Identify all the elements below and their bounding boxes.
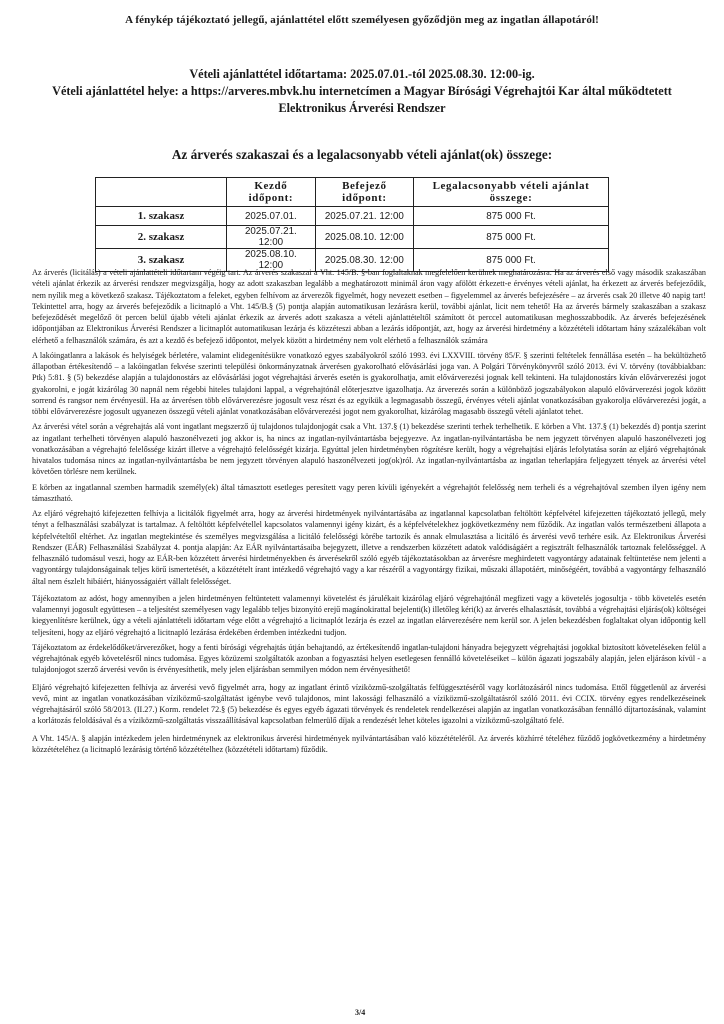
paragraph-third-party-claims: E körben az ingatlannal szemben harmadik személy(ek) által támasztott esetleges peresített vagy peren kívüli igényekért a végrehajtót felelősség nem terheli és a végrehajtóval szemben ilyen igény nem támasztható. <box>32 482 706 503</box>
stage-label: 3. szakasz <box>96 249 227 272</box>
paragraph-preemption-right: A lakóingatlanra a lakások és helyiségek bérletére, valamint elidegenítésükre vonatkozó egyes szabályokról szóló 1993. évi LXXVIII. törvény 85/F. § szerinti feltételek fennállása esetén – ha bekültözhető állapotban értékesítendő – a lakóingatlan fekvése szerinti települési önkormányzatnak árverésen gyakorolható elővásárlási joga van. A Polgári Törvénykönyvről szóló 2013. évi V. törvény (továbbiakban: Ptk) 5:81. § (5) bekezdése alapján a tulajdonostárs az elővásárlási jogot végrehajtási árverés esetén is gyakorolhatja, amit elővárverezési jognak kell tekinteni. Ha tulajdonostárs kíván elővárverezési jogot gyakorolni, e jogát kizárólag 30 napnál nem régebbi hiteles tulajdoni lappal, a végrehajtónál előterjesztve igazolhatja. Az árverezés során a különböző jogszabályokon alapuló elővárverezési jogok között sorrend és rangsor nem érvényesül. Ha az árverésen több elővárverezésre jogosult vesz részt és az egyikük a legmagasabb összegű, érvényes vételi ajánlat vonatkozásában gyakorolja elővárverezési jogát, a többi elővárverezésre jogosult ugyanezen összegű vételi ajánlat vonatkozásában elővárverezési jogot nem gyakorolhat, kizárólag magasabb összegű vételi ajánlatot tehet. <box>32 350 706 416</box>
stage-start: 2025.07.21. 12:00 <box>227 226 316 249</box>
stage-min-bid: 875 000 Ft. <box>414 226 609 249</box>
photo-disclaimer: A fénykép tájékoztató jellegű, ajánlattétel előtt személyesen győződjön meg az ingatlan állapotáról! <box>125 14 599 26</box>
column-header-min-bid: Legalacsonyabb vételi ajánlat összege: <box>414 178 609 207</box>
stage-start: 2025.08.10. 12:00 <box>227 249 316 272</box>
page-number: 3/4 <box>355 1008 366 1017</box>
stage-min-bid: 875 000 Ft. <box>414 207 609 226</box>
bidding-place: Vételi ajánlattétel helye: a https://arveres.mbvk.hu internetcímen a Magyar Bírósági Végrehajtói Kar által működtetett Elektronikus Árverési Rendszer <box>52 84 672 115</box>
paragraph-water-service: Eljáró végrehajtó kifejezetten felhívja az árverési vevő figyelmét arra, hogy az ingatlant érintő víziközmű-szolgáltatás felfüggesztéséről vagy korlátozásáról nincs tudomása. Ettől függetlenül az árverési vevő, mint az ingatlan vonatkozásában víziközmű-szolgáltatást igénybe vevő tulajdonos, mint lakossági felhasználó a víziközmű-szolgáltatásról szóló 2011. évi CCIX. törvény egyes rendelkezéseinek végrehajtásáról szóló 58/2013. (II.27.) Korm. rendelet 72.§ (5) bekezdése és egyes egyéb ágazati törvények és rendeletek rendelkezései alapján az ingatlan vonatkozásában fennálló díjtartozásának, valamint a korlátozás feloldásával és a víziközmű-szolgáltatás visszaállításával kapcsolatban felmerülő díjak a rendezését lehet köteles igazolni a víziközmű-szolgáltató felé. <box>32 682 706 726</box>
paragraph-photo-liability: Az eljáró végrehajtó kifejezetten felhívja a licitálók figyelmét arra, hogy az árverési hirdetmények nyilvántartásába az ingatlannal kapcsolatban feltöltött képfelvétel kifejezetten tájékoztató jellegű, mely tényt a felhasználási szabályzat is tartalmaz. A feltöltött képfelvétellel kapcsolatos valamennyi igény kizárt, és a képfelvételekhez jogkövetkezmény nem fűződik. Az ingatlan valós természetbeni állapota a képfelvételtől eltérhet. Az ingatlan megtekintése és személyes megvizsgálása a licitáló felelősségi körébe tartozik és annak elmulasztása a licitáló és árverési vevő terhére esik. Az Elektronikus Árverési Rendszer (EÁR) Felhasználási Szabályzat 4. pontja alapján: Az EÁR nyilvántartásaiba bejegyzett, illetve a rendszerben közzétett adatok valódiságáért a regisztrált felhasználók tartoznak felelősséggel. A felhasználó tudomásul veszi, hogy az EÁR-ben közzétett árverési hirdetményekben és árverésekről szóló egyéb tájékoztatásokban az árverésre meghirdetett vagyontárgy adatainak feltüntetése nem jelenti a vagyontárgy tulajdonságainak teljes körű ismertetését, a közzétételt írant intézkedő végrehajtó vagy a kar részéről a vagyontárgy fizikai, műszaki állapotáért, minőségéért, továbbá a vagyontárgy felhasználó által nem észlelt hibáiért, hiányosságaiért vállalt felelősséget. <box>32 509 706 586</box>
paragraph-publication: A Vht. 145/A. § alapján intézkedem jelen hirdetménynek az elektronikus árverési hirdetmények nyilvántartásában való közzétételéről. Az árverés közhírré tételéhez fűződő jogkövetkezmény a hirdetmény közzétételéhez (a licitnapló lezárásig történő közzétételhez (közzétételi időtartam) fűződik. <box>32 733 706 754</box>
stage-end: 2025.07.21. 12:00 <box>315 207 413 226</box>
paragraph-auction-rules: Az árverés (licitálás) a vételi ajánlattételi időtartam végéig tart. Az árverés szakaszai a Vht. 145/B. §-ban foglaltaknak megfelelően kerülnek meghatározásra. Ha az árverés első vagy második szakaszában vételi ajánlat érkezik az árverési rendszer megvizsgálja, hogy az adott szakaszban legalább a meghatározott minimál áron vagy afölött érkezett-e érvényes vételi ajánlat, ha érkezett az árverés befejeződik, nem nyílik meg a következő szakasz. Tájékoztatom a feleket, egyben felhívom az árverezők figyelmét, hogy nevezett esetben – figyelemmel az árverés befejezésére – az árverés csak 20 illetve 40 napig tart! Tekintettel arra, hogy az árverés befejeződik a licitnapló a Vht. 145/B.§ (5) pontja alapján automatikusan lezárásra kerül, további ajánlat, licit nem tehető! Ha az árverés bármely szakaszában a szakasz befejeződését megelőző öt percen belül újabb vételi ajánlat érkezik az árverés adott szakasza a vételi ajánlattételtől számított öt perccel automatikusan meghosszabbodik. Az árverés befejezésének időpontjában az Elektronikus Árverési Rendszer a licitnaplót automatikusan lezárja és közzéteszi abban a lezárás időpontját, azt, hogy az árverési hirdetmény a közzétételi időtartam hány százalékában volt elérhető a felhasználók számára, és azt a kezdő és befejező időpontot, melyek között a hirdetmény nem volt elérhető a felhasználók számára <box>32 268 706 345</box>
paragraph-encumbrances: Az árverési vétel során a végrehajtás alá vont ingatlant megszerző új tulajdonos tulajdonjogát csak a Vht. 137.§ (1) bekezdése szerinti terhek terhelhetik. E körben a Vht. 137.§ (1) bekezdés d) pontja szerint az ingatlant terhelheti törvényen alapuló haszonélvezeti jog akkor is, ha nincs az ingatlan-nyilvántartásba bejegyezve. Az ingatlan-nyilvántartásba be nem jegyzett törvényen alapuló haszonélvezeti jog vonatkozásában a végrehajtó felelőssége kizárt illetve a végrehajtó felelősségét kizárja. Egyúttal jelen hirdetményben rögzítésre került, hogy a végrehajtási eljárás lefolytatása során az eljáró végrehajtónak hivatalos tudomása nincs az ingatlan-nyilvántartásba be nem jegyzett törvényen alapuló haszonélvezeti jog(ok)ról. Az ingatlan-nyilvántartásba az ingatlan teherlapjára feljegyzett tények az árverési vétel követően törlésre nem kerülnek. <box>32 422 706 477</box>
stages-title: Az árverés szakaszai és a legalacsonyabb vételi ajánlat(ok) összege: <box>171 147 553 162</box>
stage-min-bid: 875 000 Ft. <box>414 249 609 272</box>
stage-label: 2. szakasz <box>96 226 227 249</box>
stage-start: 2025.07.01. <box>227 207 316 226</box>
bidding-period: Vételi ajánlattétel időtartama: 2025.07.01.-tól 2025.08.30. 12:00-ig. <box>189 67 535 81</box>
table-header-row <box>96 178 609 207</box>
table-row <box>96 226 609 249</box>
column-header-start: Kezdő időpont: <box>227 178 316 207</box>
stages-table <box>95 177 609 272</box>
body-text <box>32 267 706 759</box>
auction-header <box>30 66 694 117</box>
column-header-end: Befejező időpont: <box>315 178 413 207</box>
table-row <box>96 207 609 226</box>
column-header-stage <box>96 178 227 207</box>
stage-label: 1. szakasz <box>96 207 227 226</box>
stage-end: 2025.08.10. 12:00 <box>315 226 413 249</box>
paragraph-debtor-notice: Tájékoztatom az adóst, hogy amennyiben a jelen hirdetményen feltüntetett valamennyi követelést és járulékait kizárólag eljáró végrehajtónál megfizeti vagy a követelés jogosultja - több követelés esetén valamennyi jogosult együttesen – a teljesítést személyesen vagy legalább teljes bizonyító erejű magánokirattal bejelenti(k) illetőleg kéri(k) az árverés elhalasztását, továbbá a végrehajtási eljárás(ok) költségei kiegyenlítésre kerülnek, úgy a vételi ajánlattételi időtartam vége előtt a végrehajtó a licitnaplót lezárja és ezzel az ingatlan elárverezésére nem kerül sor. A jelen bekezdésben foglaltakat olyan időpontig kell teljesíteni, hogy az eljáró végrehajtó a licitnapló lezárása érdekében érdemben intézkedni tudjon. <box>32 593 706 637</box>
stage-end: 2025.08.30. 12:00 <box>315 249 413 272</box>
paragraph-utility-claims: Tájékoztatom az érdekelődőket/árverezőket, hogy a fenti bírósági végrehajtás útján behajtandó, az értékesítendő ingatlan-tulajdoni hányadra bejegyzett végrehajtási jogokkal biztosított követeléseken felül a végrehajtónak egyéb követelésről nincs tudomása. Egyes közüzemi szolgáltatók azonban a fogyasztási helyen esetlegesen fennálló követeléseiket – külön ágazati jogszabály alapján, jelen eljáráson kívül - a tulajdonjogot szerző árverési vevőn is érvényesíthetik, mely jelen eljárásban semmilyen módon nem érvényesíthető! <box>32 642 706 675</box>
